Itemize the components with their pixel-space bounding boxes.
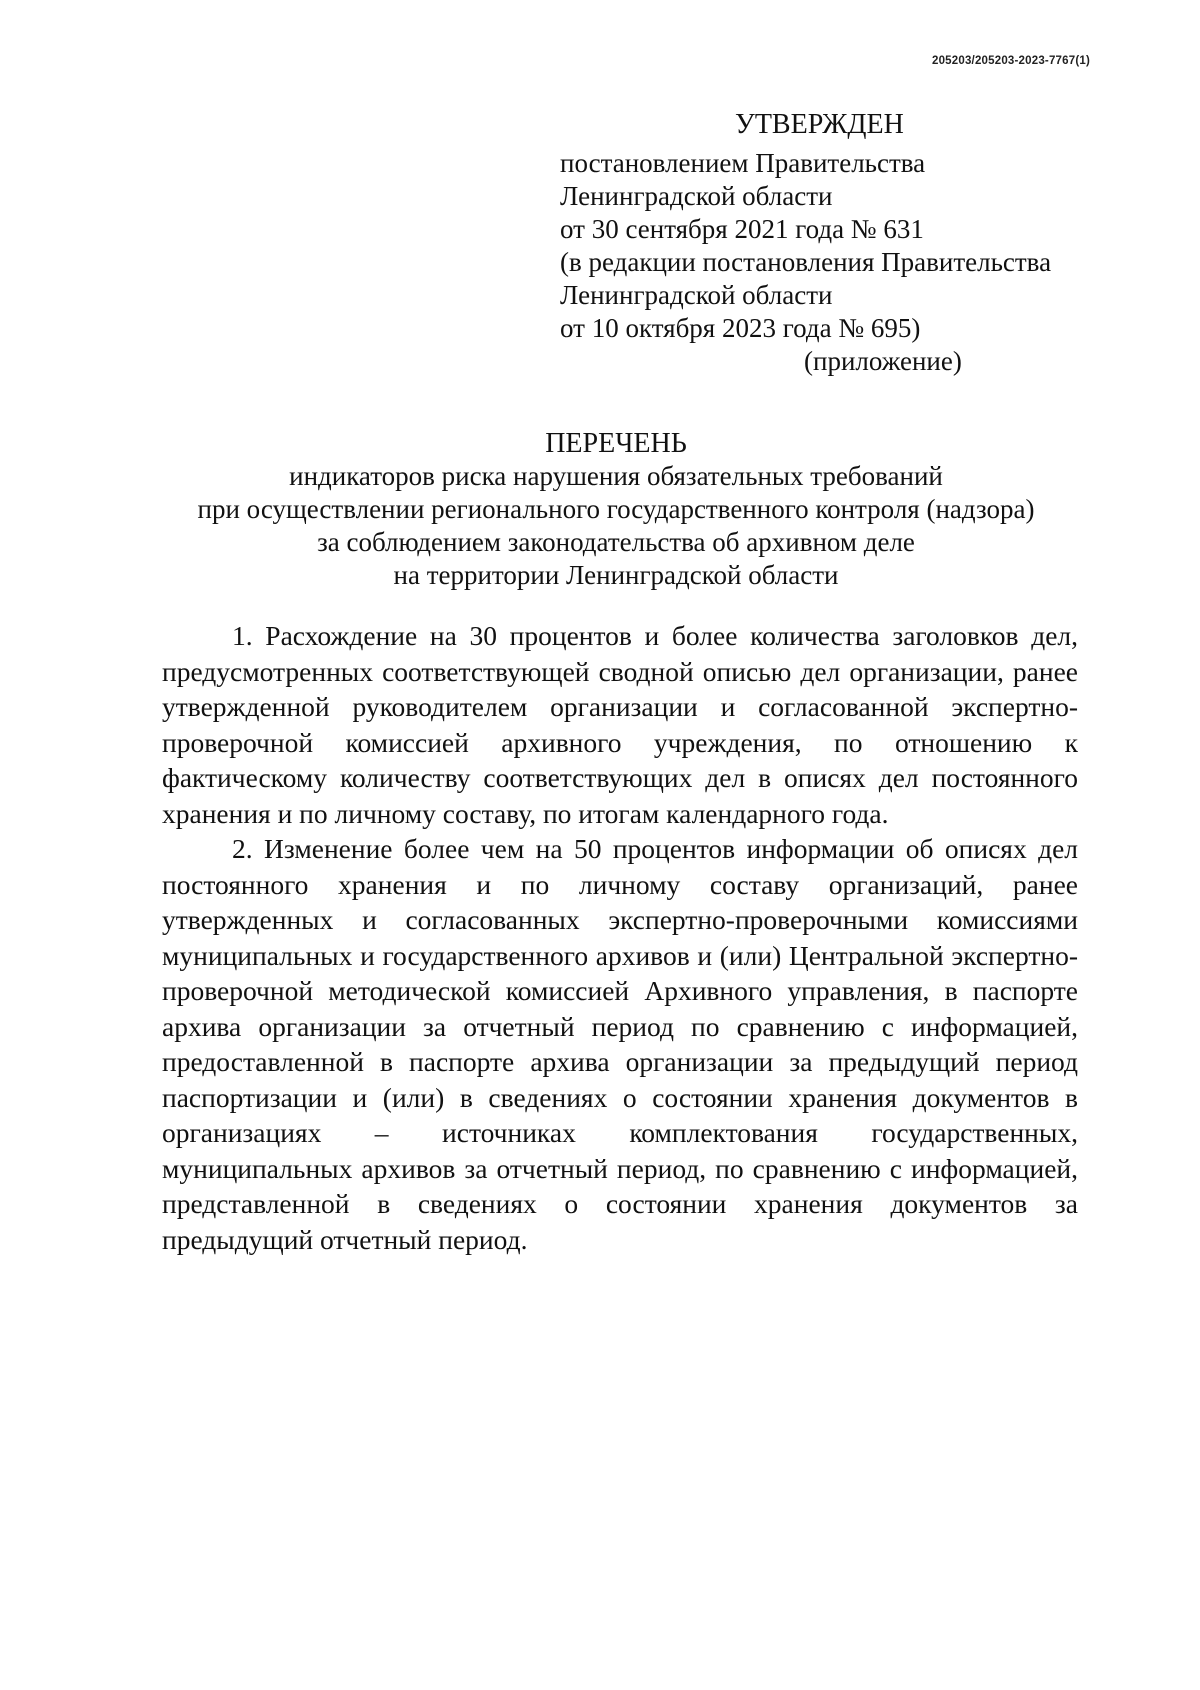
heading-title: ПЕРЕЧЕНЬ xyxy=(545,428,687,459)
approval-line: Ленинградской области xyxy=(560,280,833,310)
approval-line: от 10 октября 2023 года № 695) xyxy=(560,313,921,343)
approval-line: постановлением Правительства xyxy=(560,148,926,178)
approval-line: Ленинградской области xyxy=(560,181,833,211)
approval-title: УТВЕРЖДЕН xyxy=(735,109,904,140)
approval-note: (приложение) xyxy=(804,346,962,376)
list-heading xyxy=(0,427,1200,592)
heading-line: индикаторов риска нарушения обязательных требований xyxy=(289,461,943,491)
approval-stamp-block xyxy=(560,108,1090,378)
heading-line: за соблюдением законодательства об архивном деле xyxy=(317,527,915,557)
paragraph-item-2: 2. Изменение более чем на 50 процентов информации об описях дел постоянного хранения и по личному составу организаций, ранее утвержденных и согласованных экспертно-проверочными комиссиями муниципальных и государственного архивов и (или) Центральной экспертно-проверочной методической комиссией Архивного управления, в паспорте архива организации за отчетный период по сравнению с информацией, предоставленной в паспорте архива организации за предыдущий период паспортизации и (или) в сведениях о состоянии хранения документов в организациях – источниках комплектования государственных, муниципальных архивов за отчетный период, по сравнению с информацией, представленной в сведениях о состоянии хранения документов за предыдущий отчетный период. xyxy=(162,833,1078,1255)
approval-line: от 30 сентября 2021 года № 631 xyxy=(560,214,924,244)
heading-line: на территории Ленинградской области xyxy=(393,560,839,590)
document-body xyxy=(162,618,1078,1257)
approval-line: (в редакции постановления Правительства xyxy=(560,247,1052,277)
heading-line: при осуществлении регионального государственного контроля (надзора) xyxy=(197,494,1035,524)
paragraph-item-1: 1. Расхождение на 30 процентов и более количества заголовков дел, предусмотренных соответствующей сводной описью дел организации, ранее утвержденной руководителем организации и согласованной экспертно-проверочной комиссией архивного учреждения, по отношению к фактическому количеству соответствующих дел в описях дел постоянного хранения и по личному составу, по итогам календарного года. xyxy=(162,620,1078,829)
registration-number: 205203/205203-2023-7767(1) xyxy=(931,55,1090,67)
